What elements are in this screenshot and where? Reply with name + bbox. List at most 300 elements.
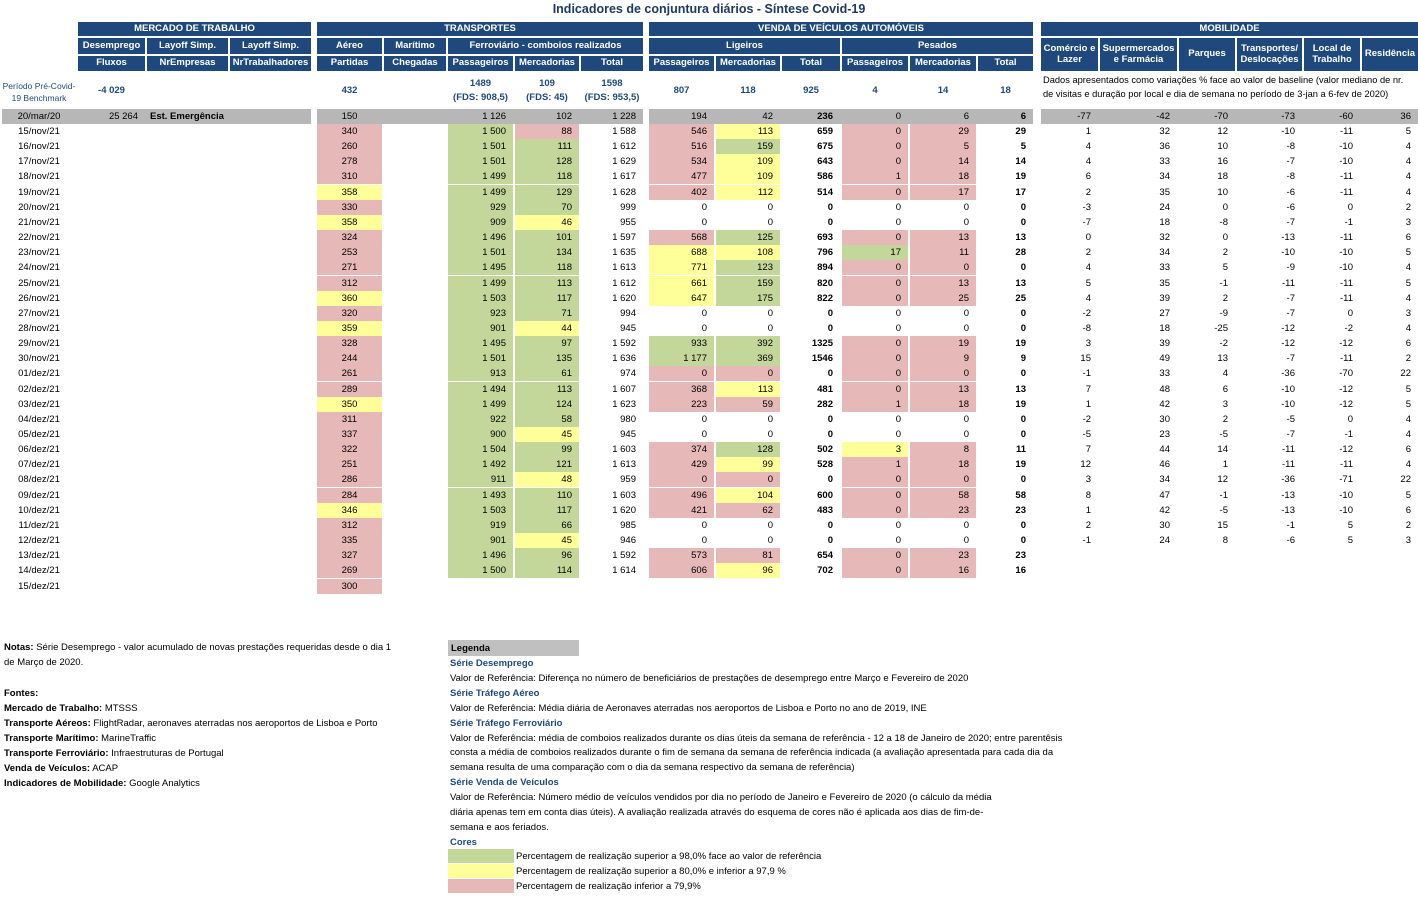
- cell-p-pass: 0: [895, 201, 901, 213]
- cell-p-pass: 0: [842, 472, 908, 487]
- cell-p-total: 16: [1015, 565, 1026, 577]
- row-date: 14/dez/21: [18, 565, 60, 577]
- col-fluxos: Fluxos: [78, 56, 145, 71]
- source-key: Transporte Ferroviário:: [4, 748, 109, 759]
- cell-mob-comercio: 2: [1085, 186, 1091, 198]
- row-date: 09/dez/21: [18, 489, 60, 501]
- source-item: [4, 731, 156, 746]
- cell-l-total: 0: [827, 216, 833, 228]
- cell-p-merc: 0: [963, 519, 969, 531]
- cell-mob-local-trabalho: -10: [1339, 489, 1353, 501]
- legend-s1-title: Série Desemprego: [450, 658, 534, 669]
- row-date: 10/dez/21: [18, 504, 60, 516]
- cell-partidas: 311: [317, 412, 382, 427]
- cell-p-merc: 0: [910, 472, 976, 487]
- cell-mob-supermercados: 33: [1159, 262, 1170, 274]
- cell-partidas: 350: [317, 397, 382, 412]
- mobility-baseline-note: Dados apresentados como variações % face ao valor de baseline (valor mediano de nr. de visitas e duração por local e dia de semana no período de 3-jan a 6-fev de 2020): [1043, 75, 1404, 99]
- row-date: 29/nov/21: [18, 338, 60, 350]
- col-ligeiros-mercadorias: Mercadorias: [716, 56, 780, 71]
- cell-mob-supermercados: 34: [1159, 171, 1170, 183]
- cell-mob-local-trabalho: -10: [1339, 156, 1353, 168]
- cell-mob-supermercados: 35: [1159, 277, 1170, 289]
- emergency-mob-residencia: 36: [1400, 111, 1411, 122]
- benchmark-pesados-total: 18: [1000, 85, 1011, 96]
- cell-p-merc: 0: [963, 413, 969, 425]
- cell-f-merc: 110: [515, 488, 579, 503]
- cell-l-merc: 369: [716, 351, 780, 366]
- cell-mob-comercio: 7: [1085, 444, 1091, 456]
- cell-partidas: 340: [317, 124, 382, 139]
- source-value: Google Analytics: [129, 778, 200, 789]
- cell-l-merc: 0: [716, 366, 780, 381]
- cell-mob-transportes: -10: [1281, 383, 1295, 395]
- col-ferro-passageiros: Passageiros: [448, 56, 513, 71]
- cell-f-total: 945: [620, 429, 636, 440]
- benchmark-ferro-total-fds: (FDS: 953,5): [584, 92, 640, 103]
- cell-mob-residencia: 4: [1405, 459, 1411, 471]
- cell-l-merc: 0: [767, 535, 773, 547]
- emergency-partidas: 150: [341, 111, 358, 122]
- cell-f-total: 1 635: [612, 247, 636, 259]
- row-date: 22/nov/21: [18, 232, 60, 244]
- cell-f-pass: 1 500: [448, 124, 513, 139]
- source-item: [4, 716, 378, 731]
- legend-s3-text-2: consta a média de comboios realizados durante o fim de semana da semana de referência indicada (a avaliação apresentada para cada dia da: [450, 747, 1054, 758]
- cell-p-total: 58: [1015, 489, 1026, 501]
- cell-f-pass: 1 503: [448, 503, 513, 518]
- emergency-mob-supermercados: -42: [1156, 111, 1170, 122]
- cell-p-merc: 23: [910, 548, 976, 563]
- col-chegadas: Chegadas: [384, 56, 446, 71]
- cell-mob-parques: 18: [1217, 171, 1228, 183]
- cell-partidas: 360: [317, 291, 382, 306]
- emergency-fluxos: 25 264: [108, 111, 138, 122]
- emergency-ligeiros-passageiros: 194: [691, 111, 707, 122]
- cell-mob-parques: -1: [1219, 489, 1228, 501]
- cell-p-merc: 18: [910, 397, 976, 412]
- cell-partidas: 324: [317, 230, 382, 245]
- source-key: Mercado de Trabalho:: [4, 703, 103, 714]
- cell-mob-parques: 2: [1222, 413, 1228, 425]
- cell-f-total: 1 620: [612, 504, 636, 516]
- cell-f-total: 974: [620, 368, 636, 380]
- cell-p-pass: 0: [842, 185, 908, 200]
- cell-f-merc: 88: [515, 124, 579, 139]
- cell-f-total: 1 607: [612, 383, 636, 395]
- cell-mob-transportes: -11: [1281, 459, 1295, 471]
- cell-p-pass: 0: [895, 519, 901, 531]
- legend-title: Legenda: [451, 643, 491, 654]
- cell-mob-transportes: -7: [1286, 429, 1295, 440]
- cell-mob-local-trabalho: -1: [1344, 429, 1353, 440]
- cell-l-total: 0: [827, 519, 833, 531]
- cell-p-total: 0: [1020, 262, 1026, 274]
- cell-l-merc: 159: [716, 139, 780, 154]
- cell-f-merc: 134: [515, 245, 579, 260]
- cell-mob-supermercados: 27: [1159, 307, 1170, 319]
- cell-mob-transportes: -13: [1281, 504, 1295, 516]
- cell-f-pass: 1 494: [448, 382, 513, 397]
- cell-p-merc: 16: [910, 563, 976, 578]
- cell-mob-supermercados: 30: [1159, 519, 1170, 531]
- cell-p-total: 13: [1015, 232, 1026, 244]
- cell-p-total: 19: [1015, 171, 1026, 183]
- cell-p-total: 19: [1015, 338, 1026, 350]
- cell-mob-residencia: 2: [1405, 201, 1411, 213]
- cell-f-merc: 71: [515, 306, 579, 321]
- cell-l-merc: 123: [716, 260, 780, 275]
- notes-text: Série Desemprego - valor acumulado de novas prestações requeridas desde o dia 1 de Março de 2020.: [4, 642, 392, 668]
- cell-f-merc: 45: [515, 427, 579, 442]
- cell-partidas: 335: [317, 533, 382, 548]
- cell-mob-supermercados: 32: [1159, 232, 1170, 244]
- cell-mob-supermercados: 23: [1159, 429, 1170, 440]
- cell-f-merc: 96: [515, 548, 579, 563]
- emergency-mob-parques: -70: [1214, 111, 1228, 122]
- cell-l-total: 675: [817, 141, 833, 153]
- cell-p-pass: 0: [842, 336, 908, 351]
- cell-p-total: 19: [1015, 398, 1026, 410]
- cell-mob-parques: 12: [1217, 126, 1228, 137]
- row-date: 01/dez/21: [18, 368, 60, 380]
- row-date: 13/dez/21: [18, 550, 60, 562]
- cell-l-merc: 392: [716, 336, 780, 351]
- cell-mob-local-trabalho: -11: [1339, 277, 1353, 289]
- cell-partidas: 358: [317, 215, 382, 230]
- cell-mob-transportes: -36: [1281, 474, 1295, 486]
- cell-f-total: 994: [620, 307, 636, 319]
- col-transportes-deslocacoes: Transportes/ Deslocações: [1237, 38, 1302, 71]
- cell-partidas: 260: [317, 139, 382, 154]
- emergency-mob-local-trabalho: -60: [1339, 111, 1353, 122]
- legend-swatch-yellow: [448, 864, 514, 878]
- cell-p-merc: 11: [910, 245, 976, 260]
- cell-mob-supermercados: 34: [1159, 474, 1170, 486]
- cell-l-total: 654: [817, 550, 833, 562]
- cell-f-merc: 113: [515, 276, 579, 291]
- cell-mob-comercio: -1: [1082, 368, 1091, 380]
- cell-mob-parques: -2: [1219, 338, 1228, 350]
- cell-mob-comercio: -7: [1082, 216, 1091, 228]
- cell-mob-transportes: -7: [1286, 353, 1295, 365]
- cell-p-total: 0: [1020, 519, 1026, 531]
- cell-l-merc: 96: [716, 563, 780, 578]
- cell-l-merc: 0: [767, 413, 773, 425]
- cell-mob-transportes: -7: [1286, 307, 1295, 319]
- cell-p-merc: 13: [910, 382, 976, 397]
- cell-partidas: 278: [317, 154, 382, 169]
- cell-p-merc: 58: [910, 488, 976, 503]
- source-value: MarineTraffic: [101, 733, 157, 744]
- row-date: 06/dez/21: [18, 444, 60, 456]
- cell-mob-parques: 13: [1217, 353, 1228, 365]
- cell-l-pass: 771: [649, 260, 714, 275]
- cell-mob-transportes: -36: [1281, 368, 1295, 380]
- cell-mob-comercio: 12: [1080, 459, 1091, 471]
- subheader-pesados: Pesados: [842, 38, 1033, 54]
- cell-l-merc: 59: [716, 397, 780, 412]
- cell-mob-comercio: -2: [1082, 307, 1091, 319]
- cell-l-total: 586: [817, 171, 833, 183]
- cell-f-pass: 1 499: [448, 397, 513, 412]
- cell-l-merc: 99: [716, 457, 780, 472]
- cell-l-pass: 0: [701, 201, 707, 213]
- cell-p-pass: 0: [895, 322, 901, 334]
- cell-mob-residencia: 4: [1405, 429, 1411, 440]
- cell-f-merc: 61: [515, 366, 579, 381]
- subheader-layoff-2: Layoff Simp.: [230, 38, 311, 54]
- cell-l-total: 643: [817, 156, 833, 168]
- cell-mob-residencia: 4: [1405, 413, 1411, 425]
- cell-l-total: 0: [827, 322, 833, 334]
- cell-mob-comercio: 4: [1085, 156, 1091, 168]
- subheader-layoff-1: Layoff Simp.: [147, 38, 228, 54]
- cell-l-pass: 223: [649, 397, 714, 412]
- cell-f-pass: 1 492: [448, 457, 513, 472]
- legend-swatch-green: [448, 849, 514, 863]
- cell-f-merc: 117: [515, 503, 579, 518]
- cell-mob-comercio: -8: [1082, 322, 1091, 334]
- source-value: ACAP: [92, 763, 119, 774]
- cell-mob-local-trabalho: -11: [1339, 186, 1353, 198]
- cell-f-merc: 114: [515, 563, 579, 578]
- col-pesados-passageiros: Passageiros: [842, 56, 908, 71]
- cell-l-total: 0: [827, 201, 833, 213]
- cell-mob-parques: 10: [1217, 141, 1228, 153]
- cell-l-merc: 0: [767, 201, 773, 213]
- cell-mob-local-trabalho: -10: [1339, 141, 1353, 153]
- row-date: 30/nov/21: [18, 353, 60, 365]
- cell-mob-parques: -8: [1219, 216, 1228, 228]
- cell-l-merc: 62: [716, 503, 780, 518]
- legend-s4-title: Série Venda de Veículos: [450, 777, 559, 788]
- benchmark-pesados-passageiros: 4: [872, 85, 878, 96]
- col-local-trabalho: Local de Trabalho: [1304, 38, 1360, 71]
- cell-p-pass: 0: [842, 503, 908, 518]
- subheader-maritimo: Marítimo: [384, 38, 446, 54]
- cell-f-pass: 1 495: [448, 260, 513, 275]
- source-key: Indicadores de Mobilidade:: [4, 778, 127, 789]
- cell-mob-local-trabalho: 5: [1347, 519, 1353, 531]
- row-date: 20/nov/21: [18, 201, 60, 213]
- cell-f-pass: 909: [448, 215, 513, 230]
- cell-f-pass: 911: [448, 472, 513, 487]
- cell-p-merc: 19: [910, 336, 976, 351]
- cell-partidas: 330: [317, 200, 382, 215]
- emergency-pesados-passageiros: 0: [895, 111, 901, 122]
- cell-f-pass: 919: [448, 518, 513, 533]
- cell-mob-local-trabalho: -12: [1339, 383, 1353, 395]
- benchmark-ligeiros-mercadorias: 118: [740, 85, 756, 96]
- cell-mob-transportes: -13: [1281, 489, 1295, 501]
- cell-f-merc: 99: [515, 442, 579, 457]
- emergency-date: 20/mar/20: [17, 111, 61, 122]
- cell-mob-supermercados: 30: [1159, 413, 1170, 425]
- cell-p-total: 9: [1020, 353, 1026, 365]
- cell-partidas: 358: [317, 185, 382, 200]
- benchmark-ligeiros-total: 925: [803, 85, 819, 96]
- cell-mob-transportes: -7: [1286, 216, 1295, 228]
- cell-mob-comercio: 4: [1085, 292, 1091, 304]
- cell-l-merc: 128: [716, 442, 780, 457]
- cell-mob-local-trabalho: -11: [1339, 126, 1353, 137]
- emergency-pesados-mercadorias: 6: [963, 111, 969, 122]
- cell-p-total: 13: [1015, 383, 1026, 395]
- cell-l-total: 0: [827, 474, 833, 486]
- cell-mob-transportes: -9: [1286, 262, 1295, 274]
- cell-f-total: 1 613: [612, 459, 636, 471]
- cell-mob-transportes: -6: [1286, 535, 1295, 547]
- notes-block: [4, 640, 399, 670]
- cell-l-merc: 159: [716, 276, 780, 291]
- cell-p-pass: 0: [842, 366, 908, 381]
- cell-partidas: 261: [317, 366, 382, 381]
- row-date: 23/nov/21: [18, 247, 60, 259]
- cell-l-pass: 402: [649, 185, 714, 200]
- cell-mob-comercio: 1: [1085, 126, 1091, 137]
- cell-l-total: 483: [817, 504, 833, 516]
- col-ligeiros-passageiros: Passageiros: [649, 56, 714, 71]
- cell-l-merc: 125: [716, 230, 780, 245]
- cell-mob-parques: 10: [1217, 186, 1228, 198]
- cell-p-merc: 13: [910, 276, 976, 291]
- cell-p-total: 0: [1020, 474, 1026, 486]
- cell-p-merc: 0: [963, 307, 969, 319]
- cell-f-total: 1 603: [612, 489, 636, 501]
- cell-partidas: 327: [317, 548, 382, 563]
- source-key: Venda de Veículos:: [4, 763, 91, 774]
- cell-f-pass: 1 496: [448, 548, 513, 563]
- cell-mob-supermercados: 49: [1159, 353, 1170, 365]
- cell-p-merc: 5: [910, 139, 976, 154]
- cell-p-pass: 0: [842, 154, 908, 169]
- cell-l-merc: 113: [716, 124, 780, 139]
- cell-l-merc: 0: [767, 519, 773, 531]
- subheader-ferroviario: Ferroviário - comboios realizados: [448, 38, 643, 54]
- cell-l-merc: 112: [716, 185, 780, 200]
- cell-mob-comercio: 3: [1085, 474, 1091, 486]
- row-date: 12/dez/21: [18, 535, 60, 547]
- cell-p-pass: 0: [842, 488, 908, 503]
- cell-l-total: 0: [827, 307, 833, 319]
- source-item: [4, 746, 224, 761]
- cell-f-pass: 1 499: [448, 276, 513, 291]
- cell-l-total: 796: [817, 247, 833, 259]
- cell-p-merc: 13: [910, 230, 976, 245]
- legend-s4-text-1: Valor de Referência: Número médio de veículos vendidos por dia no período de Janeiro e Fevereiro de 2020 (o cálculo da média: [450, 792, 992, 803]
- cell-mob-transportes: -12: [1281, 322, 1295, 334]
- cell-f-total: 1 592: [612, 550, 636, 562]
- cell-f-total: 1 613: [612, 262, 636, 274]
- cell-mob-residencia: 4: [1405, 171, 1411, 183]
- cell-mob-supermercados: 36: [1159, 141, 1170, 153]
- row-date: 24/nov/21: [18, 262, 60, 274]
- cell-mob-parques: 12: [1217, 474, 1228, 486]
- cell-mob-residencia: 5: [1405, 126, 1411, 137]
- cell-partidas: 359: [317, 321, 382, 336]
- cell-l-pass: 933: [649, 336, 714, 351]
- cell-l-merc: 0: [767, 216, 773, 228]
- cell-f-pass: 1 501: [448, 351, 513, 366]
- cell-f-total: 945: [620, 322, 636, 334]
- cell-mob-residencia: 3: [1405, 307, 1411, 319]
- cell-l-total: 822: [817, 292, 833, 304]
- cell-mob-supermercados: 24: [1159, 535, 1170, 547]
- cell-p-merc: 9: [910, 351, 976, 366]
- cell-mob-parques: 1: [1222, 459, 1228, 471]
- cell-f-total: 1 612: [612, 277, 636, 289]
- cell-mob-parques: -25: [1214, 322, 1228, 334]
- row-date: 21/nov/21: [18, 216, 60, 228]
- cell-l-pass: 0: [701, 535, 707, 547]
- cell-mob-transportes: -13: [1281, 232, 1295, 244]
- cell-l-pass: 429: [649, 457, 714, 472]
- cell-partidas: 286: [317, 472, 382, 487]
- cell-p-total: 0: [1020, 429, 1026, 440]
- row-date: 25/nov/21: [18, 277, 60, 289]
- cell-mob-transportes: -11: [1281, 444, 1295, 456]
- cell-mob-local-trabalho: 5: [1347, 535, 1353, 547]
- cell-f-pass: 1 501: [448, 154, 513, 169]
- cell-l-pass: 0: [701, 519, 707, 531]
- cell-mob-local-trabalho: -11: [1339, 459, 1353, 471]
- cell-l-pass: 374: [649, 442, 714, 457]
- cell-p-pass: 0: [842, 291, 908, 306]
- cell-p-merc: 29: [910, 124, 976, 139]
- cell-l-merc: 113: [716, 382, 780, 397]
- cell-p-total: 25: [1015, 292, 1026, 304]
- cell-partidas: 346: [317, 503, 382, 518]
- cell-p-total: 28: [1015, 247, 1026, 259]
- cell-mob-parques: 8: [1222, 535, 1228, 547]
- cell-mob-residencia: 2: [1405, 353, 1411, 365]
- cell-f-total: 985: [620, 519, 636, 531]
- cell-mob-residencia: 4: [1405, 186, 1411, 198]
- cell-mob-parques: 6: [1222, 383, 1228, 395]
- emergency-mob-transportes: -73: [1281, 111, 1295, 122]
- cell-mob-comercio: -3: [1082, 201, 1091, 213]
- benchmark-partidas: 432: [341, 85, 358, 96]
- cell-l-total: 528: [817, 459, 833, 471]
- cell-l-merc: 0: [767, 429, 773, 440]
- cell-mob-supermercados: 39: [1159, 338, 1170, 350]
- cell-l-total: 282: [817, 398, 833, 410]
- cell-p-total: 0: [1020, 322, 1026, 334]
- cell-l-pass: 606: [649, 563, 714, 578]
- cell-mob-parques: 15: [1217, 519, 1228, 531]
- cell-p-total: 0: [1020, 535, 1026, 547]
- cell-mob-residencia: 4: [1405, 292, 1411, 304]
- cell-p-merc: 8: [910, 442, 976, 457]
- legend-swatch-pink: [448, 879, 514, 893]
- cell-f-pass: 913: [448, 366, 513, 381]
- cell-mob-parques: 3: [1222, 398, 1228, 410]
- cell-p-pass: 0: [895, 307, 901, 319]
- cell-mob-supermercados: 33: [1159, 156, 1170, 168]
- cell-f-pass: 929: [448, 200, 513, 215]
- cell-mob-supermercados: 33: [1159, 368, 1170, 380]
- cell-p-pass: 0: [895, 216, 901, 228]
- cell-f-total: 1 597: [612, 232, 636, 244]
- cell-mob-parques: 0: [1222, 232, 1228, 244]
- cell-partidas: 251: [317, 457, 382, 472]
- cell-p-pass: 1: [842, 169, 908, 184]
- emergency-label: Est. Emergência: [150, 111, 224, 122]
- cell-mob-comercio: 0: [1085, 232, 1091, 244]
- cell-p-total: 17: [1015, 186, 1026, 198]
- cell-mob-residencia: 4: [1405, 141, 1411, 153]
